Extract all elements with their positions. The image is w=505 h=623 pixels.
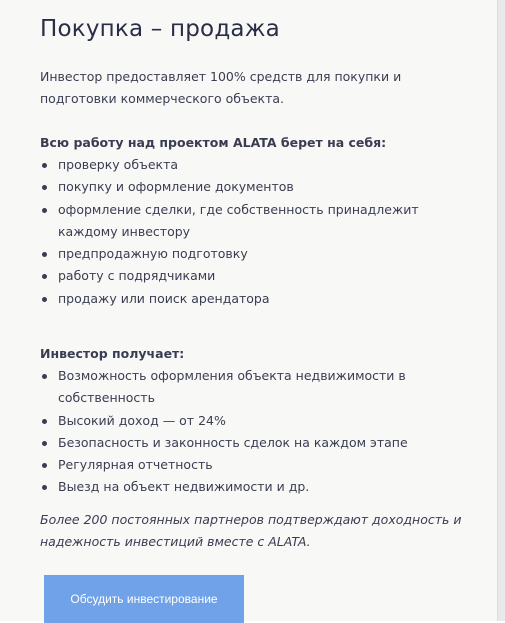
list-item: продажу или поиск арендатора xyxy=(40,288,440,310)
scrollbar-track[interactable] xyxy=(497,0,505,621)
list-item: покупку и оформление документов xyxy=(40,176,440,198)
benefits-heading: Инвестор получает: xyxy=(40,346,185,361)
responsibilities-list xyxy=(40,154,440,310)
responsibilities-heading: Всю работу над проектом ALATA берет на себя: xyxy=(40,135,387,150)
list-item: Высокий доход — от 24% xyxy=(40,410,410,432)
list-item: Возможность оформления объекта недвижимости в собственность xyxy=(40,365,410,410)
section-title: Покупка – продажа xyxy=(40,16,280,42)
list-item: Выезд на объект недвижимости и др. xyxy=(40,476,410,498)
discuss-investment-button[interactable]: Обсудить инвестирование xyxy=(44,575,244,623)
list-item: работу с подрядчиками xyxy=(40,265,440,287)
intro-text: Инвестор предоставляет 100% средств для покупки и подготовки коммерческого объекта. xyxy=(40,69,402,106)
list-item: Безопасность и законность сделок на каждом этапе xyxy=(40,432,410,454)
list-item: проверку объекта xyxy=(40,154,440,176)
list-item: предпродажную подготовку xyxy=(40,243,440,265)
list-item: оформление сделки, где собственность принадлежит каждому инвестору xyxy=(40,199,440,244)
closing-text: Более 200 постоянных партнеров подтверждают доходность и надежность инвестиций вместе с ALATA. xyxy=(40,512,462,549)
list-item: Регулярная отчетность xyxy=(40,454,410,476)
benefits-list xyxy=(40,365,410,499)
